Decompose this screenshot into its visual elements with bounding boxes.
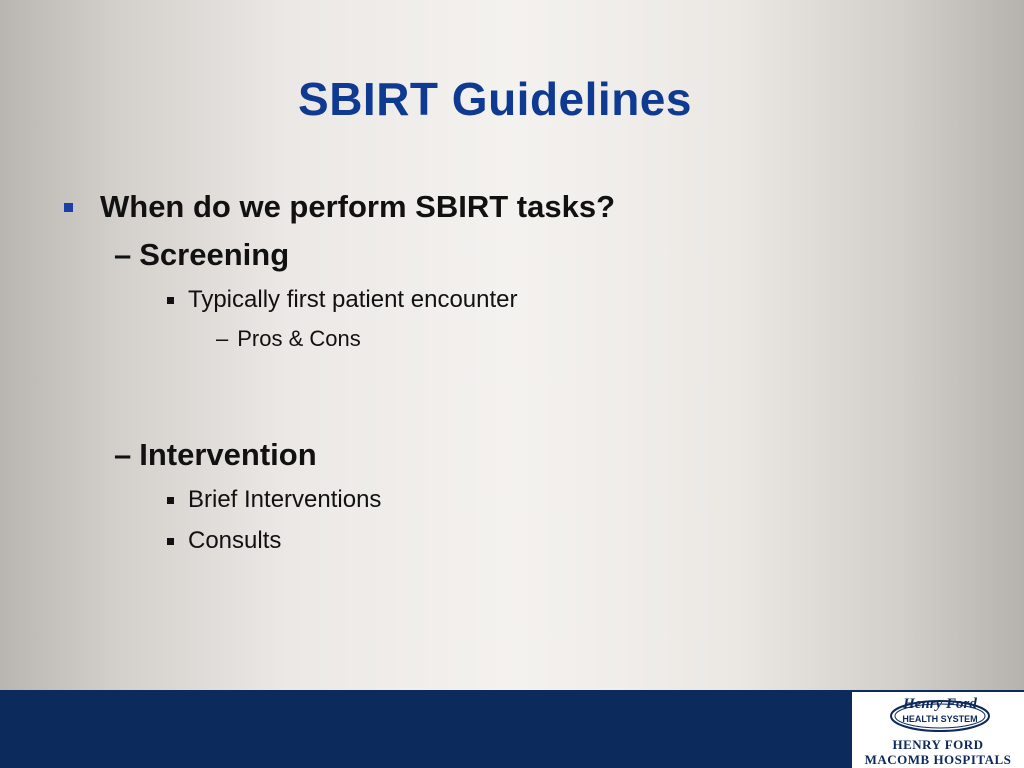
bullet-level3 (167, 527, 281, 555)
black-square-bullet-icon (167, 538, 174, 545)
bullet-level2-screening (114, 237, 289, 273)
footer-bar (0, 690, 852, 768)
logo-box (852, 690, 1024, 768)
org-name-line2: MACOMB HOSPITALS (864, 752, 1012, 767)
bullet-level1 (64, 189, 615, 225)
black-square-bullet-icon (167, 297, 174, 304)
logo-health-system-text: HEALTH SYSTEM (902, 714, 978, 724)
bullet-text: Pros & Cons (237, 326, 361, 351)
bullet-text: Consults (188, 527, 282, 554)
bullet-text: Typically first patient encounter (188, 286, 518, 313)
bullet-text: Intervention (139, 437, 317, 472)
bullet-level2-intervention (114, 437, 317, 473)
bullet-text: When do we perform SBIRT tasks? (100, 189, 616, 224)
bullet-level3 (167, 486, 381, 514)
slide-title: SBIRT Guidelines (298, 73, 692, 125)
bullet-text: Brief Interventions (188, 486, 382, 513)
bullet-text: Screening (139, 237, 290, 272)
logo-script-text: Henry Ford (903, 696, 977, 712)
black-square-bullet-icon (167, 497, 174, 504)
dash-bullet-icon: – (114, 237, 132, 272)
blue-square-bullet-icon (64, 203, 73, 212)
dash-bullet-icon: – (216, 326, 229, 351)
bullet-level4 (216, 326, 361, 352)
org-name-line1: HENRY FORD (892, 737, 984, 752)
bullet-level3 (167, 286, 518, 314)
henry-ford-health-system-logo-icon (852, 692, 1024, 736)
dash-bullet-icon: – (114, 437, 132, 472)
